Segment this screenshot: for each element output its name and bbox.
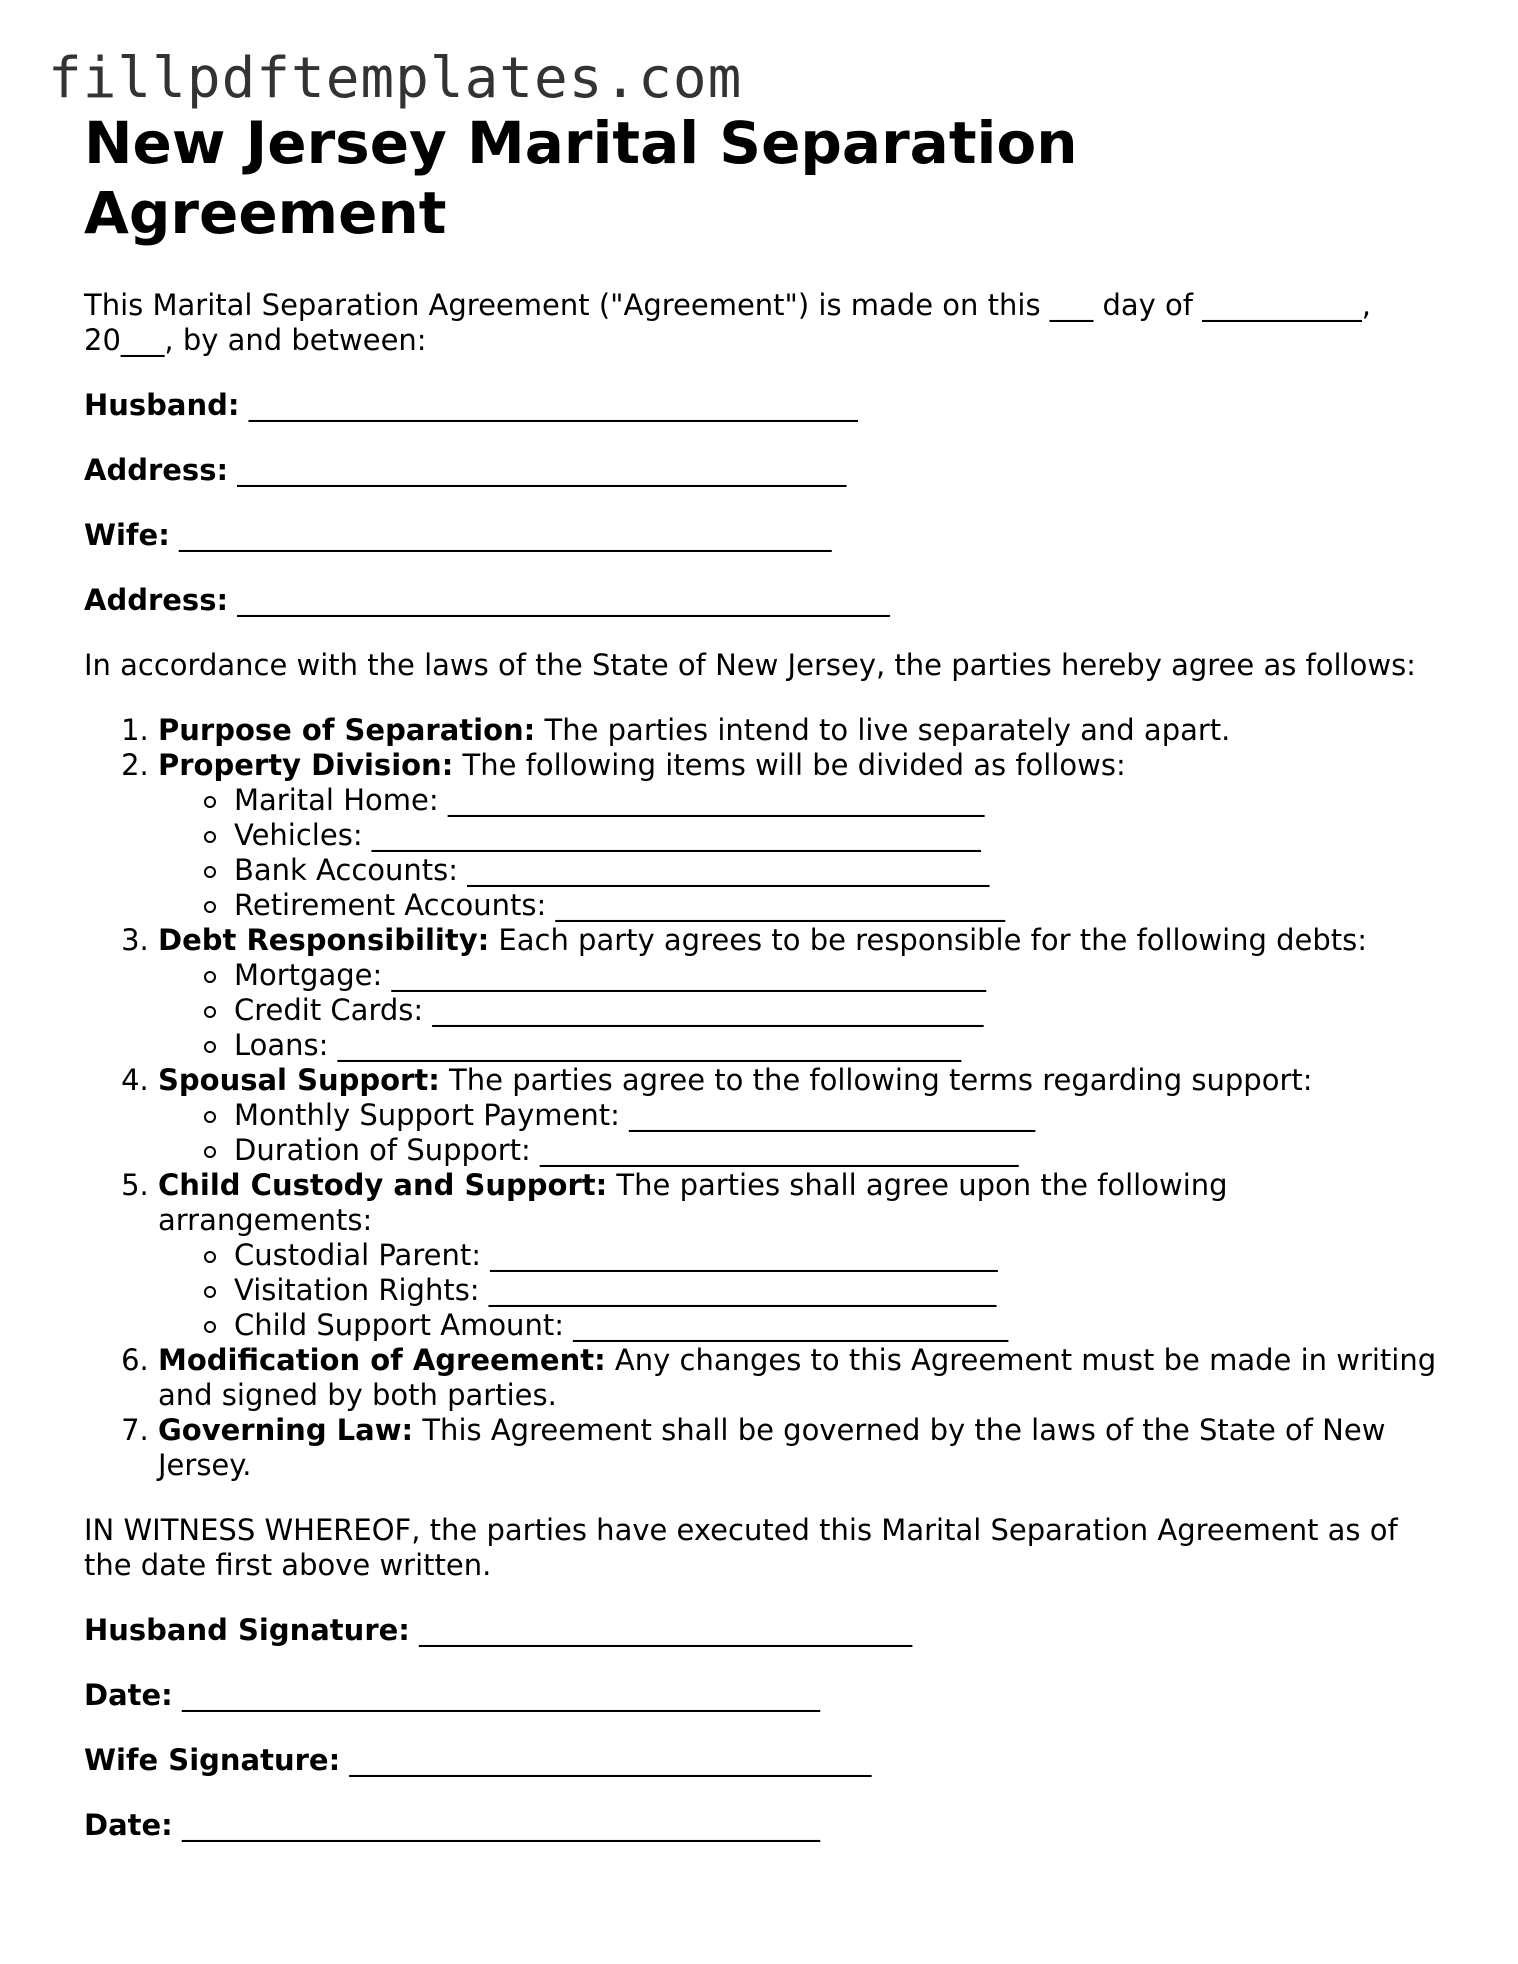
accordance-paragraph: In accordance with the laws of the State of New Jersey, the parties hereby agree as follows: — [84, 648, 1416, 682]
term-text: This Agreement shall be governed by the laws of the State of New Jersey. — [158, 1413, 1386, 1482]
wife-signature-field[interactable] — [84, 1743, 1444, 1778]
list-item[interactable]: Duration of Support: _________________________________ — [234, 1133, 1444, 1168]
watermark-text: fillpdftemplates.com — [48, 46, 743, 111]
list-item[interactable]: Child Support Amount: ______________________________ — [234, 1308, 1444, 1343]
intro-paragraph: This Marital Separation Agreement ("Agreement") is made on this ___ day of ___________, 20___, by and between: — [84, 288, 1371, 357]
term-governing-law — [158, 1413, 1444, 1483]
field-label: Address: — [84, 453, 229, 487]
list-item[interactable]: Retirement Accounts: _______________________________ — [234, 888, 1444, 923]
list-item[interactable]: Custodial Parent: ___________________________________ — [234, 1238, 1444, 1273]
field-label: Date: — [84, 1678, 173, 1712]
field-label: Wife Signature: — [84, 1743, 341, 1777]
terms-list — [84, 713, 1444, 1483]
list-item[interactable]: Loans: ___________________________________________ — [234, 1028, 1444, 1063]
debt-items — [158, 958, 1444, 1063]
wife-date-field[interactable] — [84, 1808, 1444, 1843]
field-blank[interactable]: _____________________________________________ — [179, 518, 832, 552]
term-heading: Property Division: — [158, 748, 454, 782]
list-item[interactable]: Credit Cards: ______________________________________ — [234, 993, 1444, 1028]
list-item[interactable]: Vehicles: __________________________________________ — [234, 818, 1444, 853]
husband-address-field[interactable] — [84, 453, 1444, 488]
term-property-division — [158, 748, 1444, 923]
term-heading: Spousal Support: — [158, 1063, 440, 1097]
term-purpose — [158, 713, 1444, 748]
term-heading: Debt Responsibility: — [158, 923, 490, 957]
list-item[interactable]: Monthly Support Payment: ____________________________ — [234, 1098, 1444, 1133]
term-child-custody — [158, 1168, 1444, 1343]
field-label: Address: — [84, 583, 229, 617]
term-heading: Purpose of Separation: — [158, 713, 536, 747]
field-label: Husband: — [84, 388, 240, 422]
field-blank[interactable]: ____________________________________________ — [182, 1678, 820, 1712]
term-text: The parties shall agree upon the following arrangements: — [158, 1168, 1228, 1237]
field-blank[interactable]: __________________________________________ — [248, 388, 858, 422]
field-blank[interactable]: ____________________________________ — [349, 1743, 872, 1777]
term-heading: Governing Law: — [158, 1413, 414, 1447]
term-text: The following items will be divided as follows: — [453, 748, 1126, 782]
term-text: The parties agree to the following terms regarding support: — [439, 1063, 1313, 1097]
document-title: New Jersey Marital Separation Agreement — [84, 109, 1078, 247]
property-items — [158, 783, 1444, 923]
custody-items — [158, 1238, 1444, 1343]
term-text: Any changes to this Agreement must be made in writing and signed by both parties. — [158, 1343, 1437, 1412]
term-spousal-support — [158, 1063, 1444, 1168]
wife-field[interactable] — [84, 518, 1444, 553]
list-item[interactable]: Marital Home: _____________________________________ — [234, 783, 1444, 818]
field-label: Husband Signature: — [84, 1613, 410, 1647]
support-items — [158, 1098, 1444, 1168]
list-item[interactable]: Mortgage: _________________________________________ — [234, 958, 1444, 993]
witness-paragraph: IN WITNESS WHEREOF, the parties have executed this Marital Separation Agreement as of the date first above written. — [84, 1513, 1398, 1582]
term-modification — [158, 1343, 1444, 1413]
field-label: Wife: — [84, 518, 170, 552]
husband-date-field[interactable] — [84, 1678, 1444, 1713]
wife-address-field[interactable] — [84, 583, 1444, 618]
field-blank[interactable]: __________________________________________ — [237, 453, 847, 487]
field-blank[interactable]: __________________________________ — [419, 1613, 913, 1647]
list-item[interactable]: Visitation Rights: ___________________________________ — [234, 1273, 1444, 1308]
term-heading: Child Custody and Support: — [158, 1168, 608, 1202]
husband-signature-field[interactable] — [84, 1613, 1444, 1648]
field-blank[interactable]: ____________________________________________ — [182, 1808, 820, 1842]
field-label: Date: — [84, 1808, 173, 1842]
husband-field[interactable] — [84, 388, 1444, 423]
term-text: The parties intend to live separately and apart. — [535, 713, 1231, 747]
list-item[interactable]: Bank Accounts: ____________________________________ — [234, 853, 1444, 888]
term-text: Each party agrees to be responsible for the following debts: — [489, 923, 1368, 957]
document-page — [84, 108, 1444, 1843]
term-debt-responsibility — [158, 923, 1444, 1063]
term-heading: Modification of Agreement: — [158, 1343, 606, 1377]
field-blank[interactable]: _____________________________________________ — [237, 583, 890, 617]
